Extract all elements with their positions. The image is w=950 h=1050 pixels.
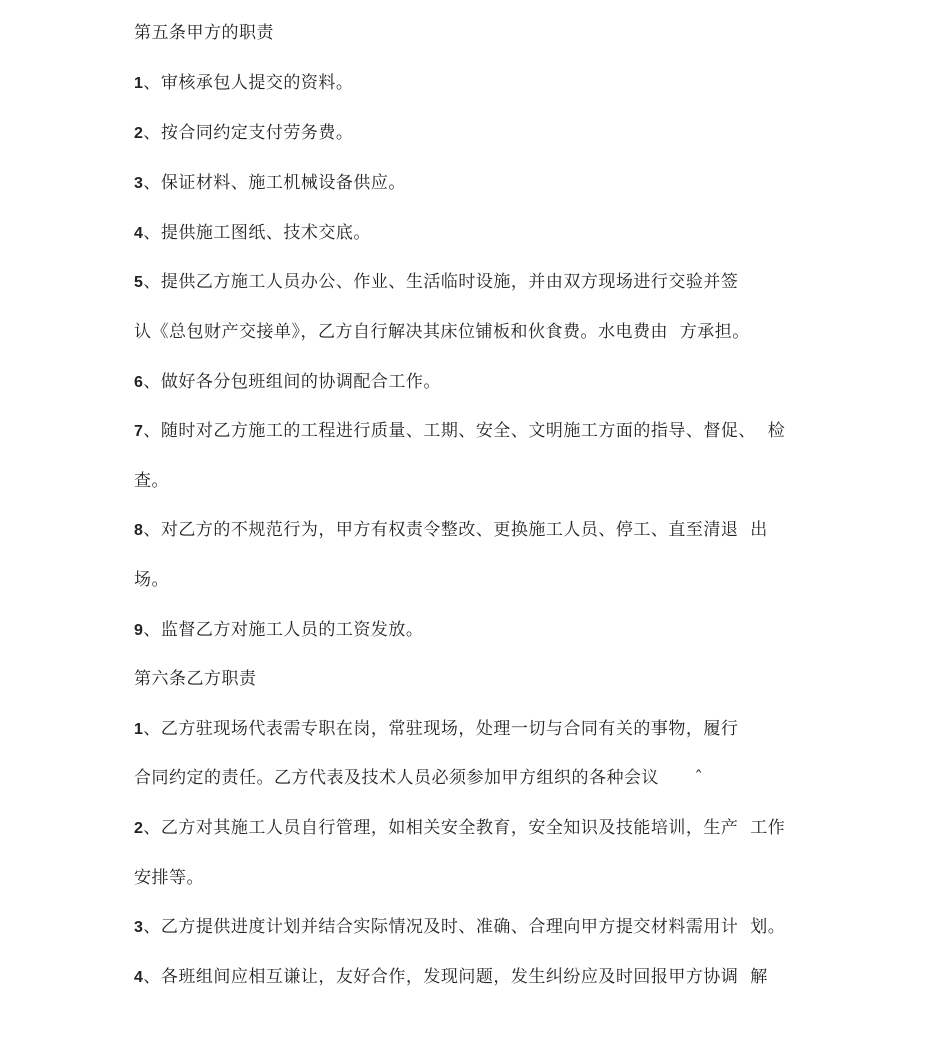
section5-item-1 bbox=[134, 71, 353, 96]
item-text: 安排等。 bbox=[134, 868, 204, 888]
section6-item-3 bbox=[134, 915, 785, 940]
section5-item-6 bbox=[134, 370, 441, 395]
item-text: 、做好各分包班组间的协调配合工作。 bbox=[143, 372, 441, 392]
item-text: 、乙方驻现场代表需专职在岗，常驻现场，处理一切与合同有关的事物，履行 bbox=[143, 719, 739, 739]
item-text: 、提供施工图纸、技术交底。 bbox=[143, 223, 371, 243]
item-number: 3 bbox=[134, 919, 144, 936]
section5-item-3 bbox=[134, 171, 406, 196]
item-number: 7 bbox=[134, 423, 144, 440]
item-text: 、对乙方的不规范行为，甲方有权责令整改、更换施工人员、停工、直至清退 出 bbox=[143, 520, 768, 540]
section5-item-8-continued bbox=[134, 568, 169, 593]
section5-item-5-continued bbox=[134, 320, 750, 345]
item-number: 1 bbox=[134, 721, 144, 738]
item-text: 查。 bbox=[134, 471, 169, 491]
item-text: 、监督乙方对施工人员的工资发放。 bbox=[143, 620, 424, 640]
item-number: 6 bbox=[134, 374, 144, 391]
item-text: 、按合同约定支付劳务费。 bbox=[143, 123, 354, 143]
section6-item-4 bbox=[134, 965, 768, 990]
item-text: 、随时对乙方施工的工程进行质量、工期、安全、文明施工方面的指导、督促、 检 bbox=[143, 421, 786, 441]
item-number: 4 bbox=[134, 969, 144, 986]
section6-item-2 bbox=[134, 816, 785, 841]
item-number: 4 bbox=[134, 225, 144, 242]
item-text: 场。 bbox=[134, 570, 169, 590]
section6-heading: 第六条乙方职责 bbox=[134, 669, 257, 689]
item-number: 2 bbox=[134, 125, 144, 142]
section5-item-5 bbox=[134, 270, 738, 295]
section5-item-7 bbox=[134, 419, 785, 444]
item-number: 1 bbox=[134, 75, 144, 92]
section5-item-7-continued bbox=[134, 469, 169, 494]
item-number: 9 bbox=[134, 622, 144, 639]
item-text: 、保证材料、施工机械设备供应。 bbox=[143, 173, 406, 193]
section6-item-1 bbox=[134, 717, 738, 742]
item-text: 、提供乙方施工人员办公、作业、生活临时设施，并由双方现场进行交验并签 bbox=[143, 272, 739, 292]
item-number: 2 bbox=[134, 820, 144, 837]
item-text: 、乙方提供进度计划并结合实际情况及时、准确、合理向甲方提交材料需用计 划。 bbox=[143, 917, 786, 937]
item-text: 、各班组间应相互谦让，友好合作，发现问题，发生纠纷应及时回报甲方协调 解 bbox=[143, 967, 768, 987]
item-number: 8 bbox=[134, 522, 144, 539]
section5-item-9 bbox=[134, 618, 423, 643]
item-number: 3 bbox=[134, 175, 144, 192]
item-text: 合同约定的责任。乙方代表及技术人员必须参加甲方组织的各种会议 ˆ bbox=[134, 768, 704, 788]
section6-item-1-continued bbox=[134, 766, 703, 791]
section5-item-8 bbox=[134, 518, 768, 543]
item-text: 、乙方对其施工人员自行管理，如相关安全教育，安全知识及技能培训，生产 工作 bbox=[143, 818, 786, 838]
item-number: 5 bbox=[134, 274, 144, 291]
item-text: 认《总包财产交接单》，乙方自行解决其床位铺板和伙食费。水电费由 方承担。 bbox=[134, 322, 750, 342]
section6-item-2-continued bbox=[134, 866, 204, 891]
section5-item-2 bbox=[134, 121, 353, 146]
section5-item-4 bbox=[134, 221, 371, 246]
section5-heading: 第五条甲方的职责 bbox=[134, 23, 274, 43]
item-text: 、审核承包人提交的资料。 bbox=[143, 73, 354, 93]
